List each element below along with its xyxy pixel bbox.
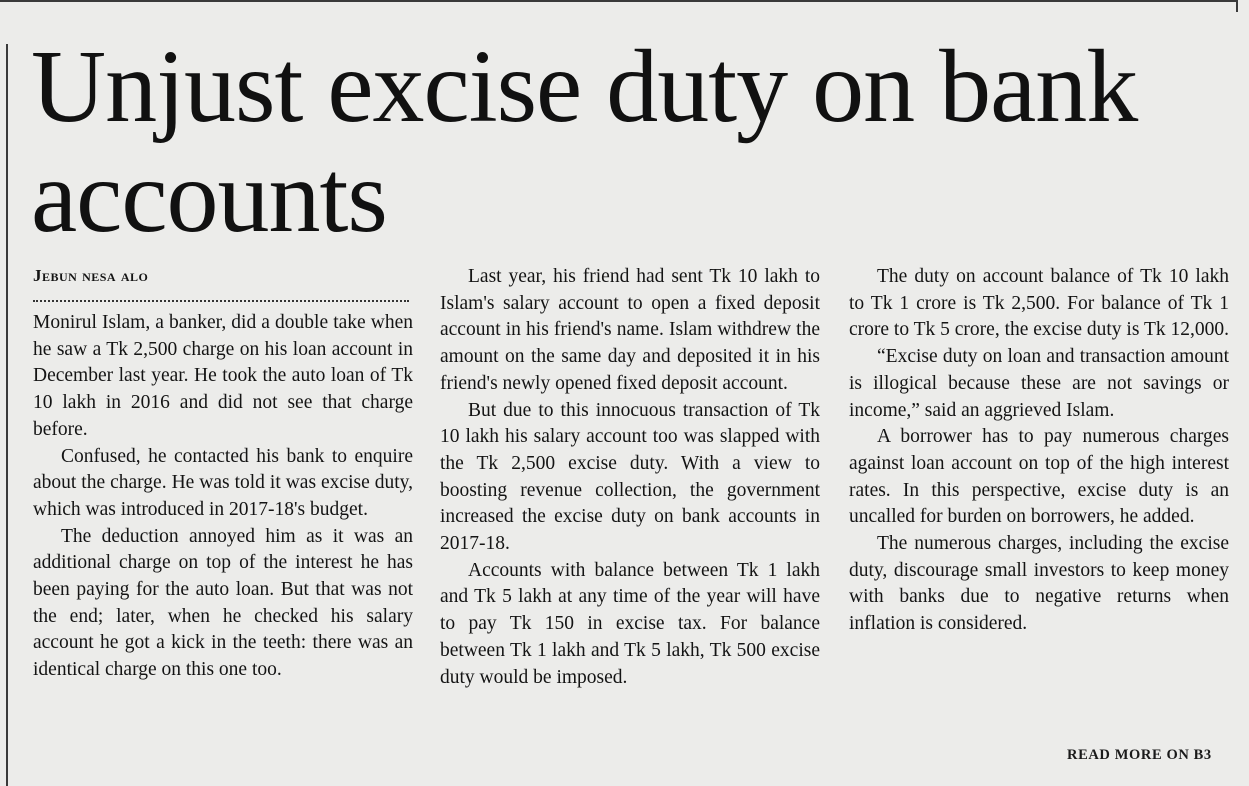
paragraph: The numerous charges, including the excise duty, discourage small investors to keep money with banks due to negative returns when inflation is considered.: [849, 533, 1229, 635]
byline: Jebun nesa alo: [33, 266, 149, 285]
column-rule: [6, 44, 8, 786]
article-column-2: [440, 264, 820, 691]
byline-divider: [33, 292, 409, 302]
paragraph: A borrower has to pay numerous charges against loan account on top of the high interest rates. In this perspective, excise duty is an uncalled for burden on borrowers, he added.: [849, 426, 1229, 528]
paragraph: Monirul Islam, a banker, did a double take when he saw a Tk 2,500 charge on his loan account in December last year. He took the auto loan of Tk 10 lakh in 2016 and did not see that charge before.: [33, 312, 413, 440]
article-column-3: [849, 264, 1229, 638]
paragraph: The duty on account balance of Tk 10 lakh to Tk 1 crore is Tk 2,500. For balance of Tk 1 crore to Tk 5 crore, the excise duty is Tk 12,000.: [849, 266, 1229, 341]
paragraph: Last year, his friend had sent Tk 10 lakh to Islam's salary account to open a fixed deposit account in his friend's name. Islam withdrew the amount on the same day and deposited it in his friend's newly opened fixed deposit account.: [440, 266, 820, 394]
paragraph: Confused, he contacted his bank to enquire about the charge. He was told it was excise duty, which was introduced in 2017-18's budget.: [33, 445, 413, 520]
article-column-1: [33, 264, 413, 684]
paragraph: The deduction annoyed him as it was an additional charge on top of the interest he has been paying for the auto loan. But that was not the end; later, when he checked his salary account he got a kick in the teeth: there was an identical charge on this one too.: [33, 525, 413, 681]
paragraph: But due to this innocuous transaction of Tk 10 lakh his salary account too was slapped with the Tk 2,500 excise duty. With a view to boosting revenue collection, the government increased the excise duty on bank accounts in 2017-18.: [440, 399, 820, 555]
read-more-link[interactable]: READ MORE ON B3: [1067, 747, 1212, 763]
paragraph: Accounts with balance between Tk 1 lakh and Tk 5 lakh at any time of the year will have to pay Tk 150 in excise tax. For balance between Tk 1 lakh and Tk 5 lakh, Tk 500 excise duty would be imposed.: [440, 559, 820, 688]
paragraph: “Excise duty on loan and transaction amount is illogical because these are not savings or income,” said an aggrieved Islam.: [849, 346, 1229, 421]
corner-rule: [1236, 0, 1238, 12]
top-rule: [0, 0, 1236, 2]
headline: Unjust excise duty on bank accounts: [31, 29, 1138, 254]
